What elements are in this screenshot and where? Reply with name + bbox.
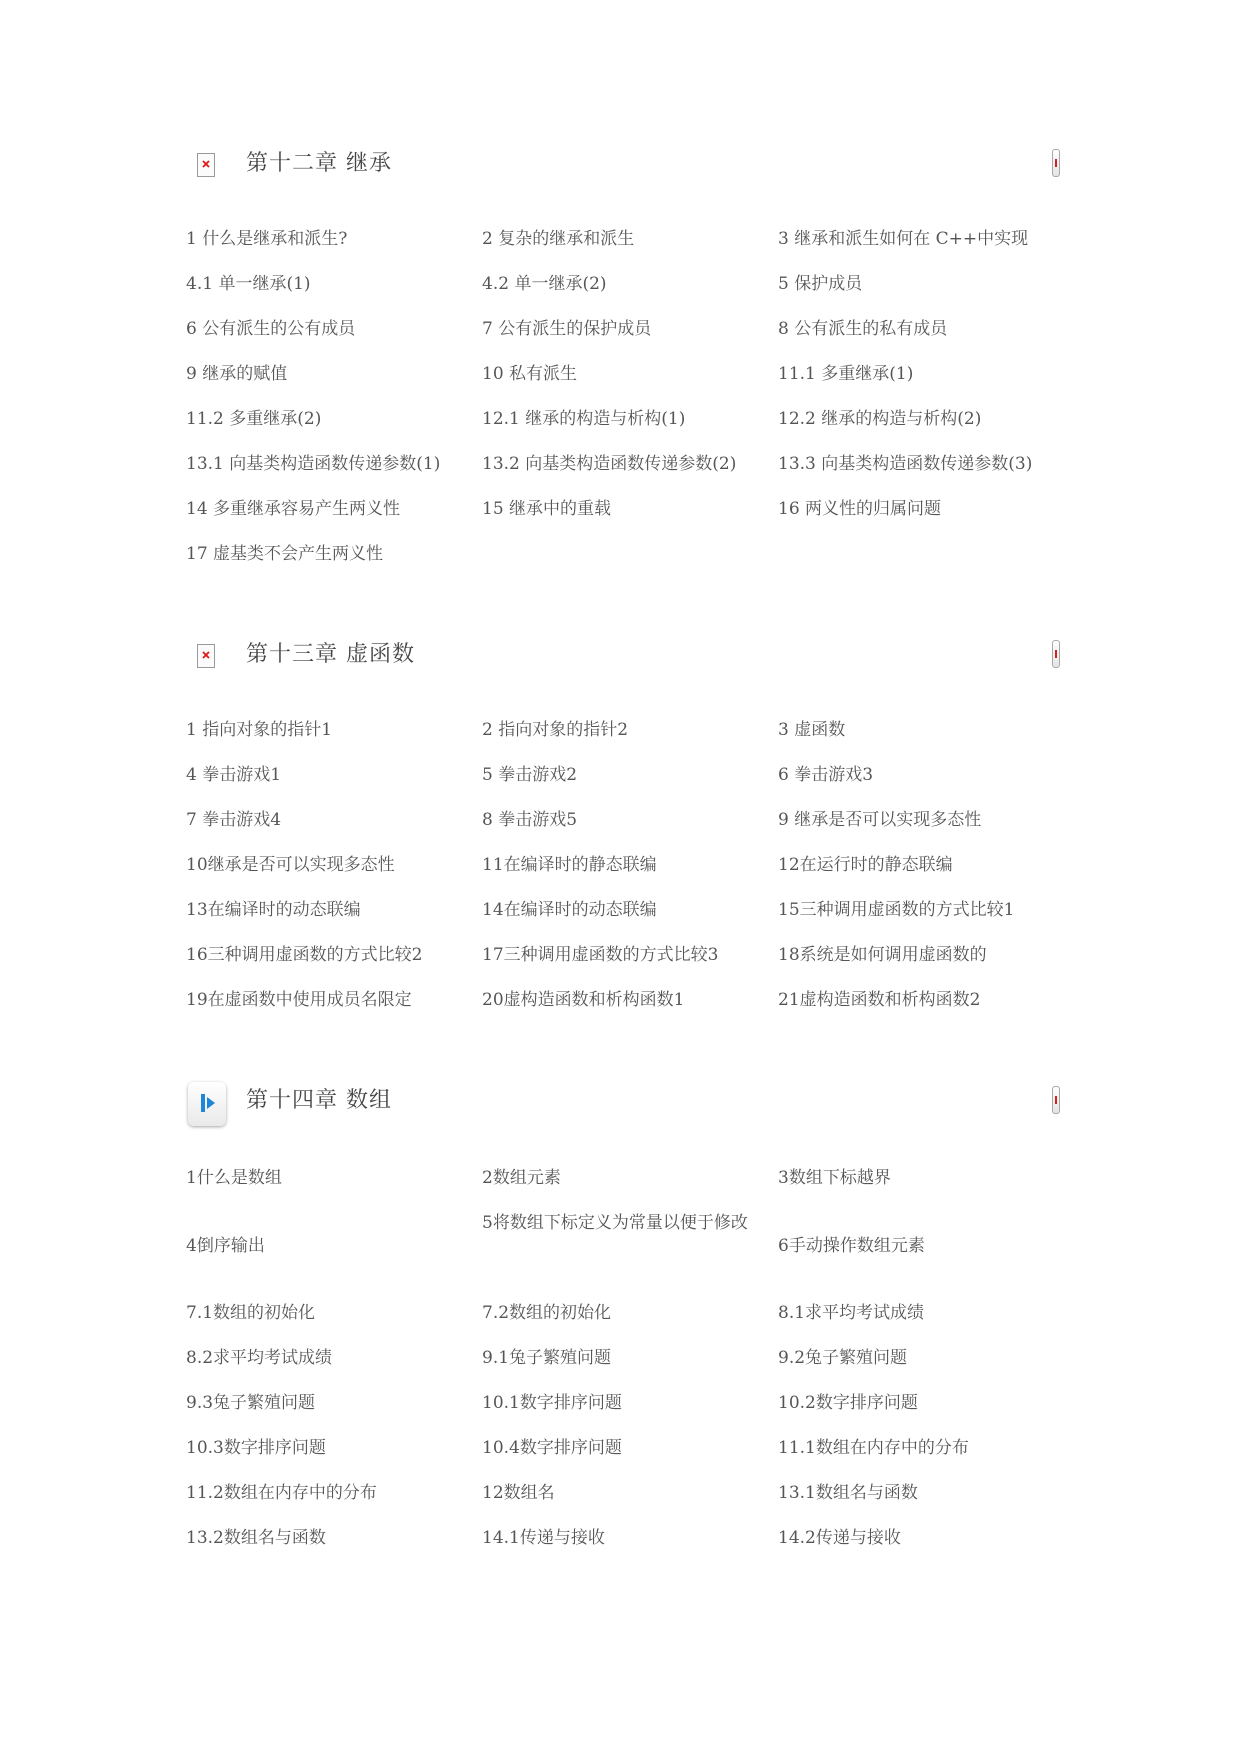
lesson-link[interactable]: 10.2数字排序问题 — [778, 1393, 918, 1413]
lesson-link[interactable]: 11.1 多重继承(1) — [778, 364, 914, 384]
lesson-link[interactable]: 6 公有派生的公有成员 — [186, 319, 356, 339]
bookmark-marker-icon — [1052, 149, 1060, 177]
lesson-link[interactable]: 11在编译时的静态联编 — [482, 855, 657, 875]
lesson-link[interactable]: 13在编译时的动态联编 — [186, 900, 361, 920]
chapter-header — [186, 640, 1060, 686]
lesson-link[interactable]: 12在运行时的静态联编 — [778, 855, 953, 875]
lesson-link[interactable]: 8.2求平均考试成绩 — [186, 1348, 333, 1368]
lesson-link[interactable]: 8 拳击游戏5 — [482, 810, 578, 830]
lesson-link[interactable]: 11.2数组在内存中的分布 — [186, 1483, 377, 1503]
lesson-link[interactable]: 7 拳击游戏4 — [186, 810, 282, 830]
lesson-link[interactable]: 5 保护成员 — [778, 274, 863, 294]
lesson-link[interactable]: 9 继承的赋值 — [186, 364, 288, 384]
lesson-link[interactable]: 3 继承和派生如何在 C++中实现 — [778, 229, 1029, 249]
lesson-link[interactable]: 14在编译时的动态联编 — [482, 900, 657, 920]
chapter-13 — [186, 640, 1060, 1010]
chapter-header — [186, 1086, 1060, 1132]
lesson-link[interactable]: 13.1 向基类构造函数传递参数(1) — [186, 454, 441, 474]
lesson-link[interactable]: 12数组名 — [482, 1483, 555, 1503]
bookmark-marker-icon — [1052, 1086, 1060, 1114]
lesson-link[interactable]: 3数组下标越界 — [778, 1168, 891, 1188]
play-icon — [188, 1082, 226, 1126]
lesson-link[interactable]: 12.2 继承的构造与析构(2) — [778, 409, 982, 429]
lesson-link[interactable]: 9 继承是否可以实现多态性 — [778, 810, 982, 830]
chapter-title: 第十四章 数组 — [246, 1088, 392, 1113]
lesson-link[interactable]: 4.2 单一继承(2) — [482, 274, 607, 294]
lesson-link[interactable]: 7.2数组的初始化 — [482, 1303, 612, 1323]
lesson-link[interactable]: 9.1兔子繁殖问题 — [482, 1348, 612, 1368]
lesson-link[interactable]: 4 拳击游戏1 — [186, 765, 282, 785]
lesson-link[interactable]: 15三种调用虚函数的方式比较1 — [778, 900, 1015, 920]
lesson-link[interactable]: 13.2 向基类构造函数传递参数(2) — [482, 454, 737, 474]
broken-image-icon — [197, 644, 215, 668]
lesson-link[interactable]: 11.2 多重继承(2) — [186, 409, 322, 429]
broken-image-icon — [197, 153, 215, 177]
lesson-link[interactable]: 17三种调用虚函数的方式比较3 — [482, 945, 719, 965]
lesson-link[interactable]: 2 指向对象的指针2 — [482, 720, 629, 740]
chapter-title: 第十三章 虚函数 — [246, 642, 415, 667]
lesson-link[interactable]: 4.1 单一继承(1) — [186, 274, 311, 294]
lesson-link[interactable]: 5将数组下标定义为常量以便于修改 — [482, 1213, 748, 1233]
lesson-link[interactable]: 6 拳击游戏3 — [778, 765, 874, 785]
lesson-link[interactable]: 14.2传递与接收 — [778, 1528, 901, 1548]
lesson-link[interactable]: 13.3 向基类构造函数传递参数(3) — [778, 454, 1033, 474]
lesson-link[interactable]: 20虚构造函数和析构函数1 — [482, 990, 685, 1010]
bookmark-marker-icon — [1052, 640, 1060, 668]
lesson-link[interactable]: 11.1数组在内存中的分布 — [778, 1438, 969, 1458]
lesson-link[interactable]: 19在虚函数中使用成员名限定 — [186, 990, 412, 1010]
chapter-title: 第十二章 继承 — [246, 151, 392, 176]
lesson-link[interactable]: 10.1数字排序问题 — [482, 1393, 622, 1413]
lesson-link[interactable]: 12.1 继承的构造与析构(1) — [482, 409, 686, 429]
lesson-link[interactable]: 14 多重继承容易产生两义性 — [186, 499, 401, 519]
lesson-link[interactable]: 7 公有派生的保护成员 — [482, 319, 652, 339]
lesson-link[interactable]: 10 私有派生 — [482, 364, 578, 384]
lesson-link[interactable]: 13.2数组名与函数 — [186, 1528, 326, 1548]
lesson-list — [186, 217, 1060, 577]
lesson-link[interactable]: 1什么是数组 — [186, 1168, 282, 1188]
lesson-link[interactable]: 6手动操作数组元素 — [778, 1235, 925, 1256]
chapter-14 — [186, 1086, 1060, 1548]
lesson-link[interactable]: 8 公有派生的私有成员 — [778, 319, 948, 339]
lesson-link[interactable]: 10.3数字排序问题 — [186, 1438, 326, 1458]
lesson-link[interactable]: 2数组元素 — [482, 1168, 561, 1188]
lesson-link[interactable]: 5 拳击游戏2 — [482, 765, 578, 785]
lesson-link[interactable]: 16三种调用虚函数的方式比较2 — [186, 945, 423, 965]
lesson-list — [186, 1156, 1060, 1561]
lesson-link[interactable]: 1 指向对象的指针1 — [186, 720, 333, 740]
lesson-link[interactable]: 9.3兔子繁殖问题 — [186, 1393, 316, 1413]
lesson-link[interactable]: 16 两义性的归属问题 — [778, 499, 942, 519]
lesson-link[interactable]: 8.1求平均考试成绩 — [778, 1303, 925, 1323]
lesson-link[interactable]: 9.2兔子繁殖问题 — [778, 1348, 908, 1368]
lesson-link[interactable]: 3 虚函数 — [778, 720, 846, 740]
lesson-link[interactable]: 13.1数组名与函数 — [778, 1483, 918, 1503]
lesson-link[interactable]: 1 什么是继承和派生? — [186, 229, 348, 249]
lesson-link[interactable]: 4倒序输出 — [186, 1235, 265, 1256]
lesson-link[interactable]: 21虚构造函数和析构函数2 — [778, 990, 981, 1010]
lesson-link[interactable]: 17 虚基类不会产生两义性 — [186, 544, 384, 564]
lesson-link[interactable]: 10继承是否可以实现多态性 — [186, 855, 395, 875]
lesson-link[interactable]: 7.1数组的初始化 — [186, 1303, 316, 1323]
lesson-link[interactable]: 14.1传递与接收 — [482, 1528, 605, 1548]
lesson-link[interactable]: 18系统是如何调用虚函数的 — [778, 945, 987, 965]
chapter-12 — [186, 149, 1060, 564]
lesson-list — [186, 708, 1060, 1023]
lesson-link[interactable]: 10.4数字排序问题 — [482, 1438, 622, 1458]
lesson-link[interactable]: 2 复杂的继承和派生 — [482, 229, 635, 249]
lesson-link[interactable]: 15 继承中的重载 — [482, 499, 612, 519]
chapter-header — [186, 149, 1060, 195]
